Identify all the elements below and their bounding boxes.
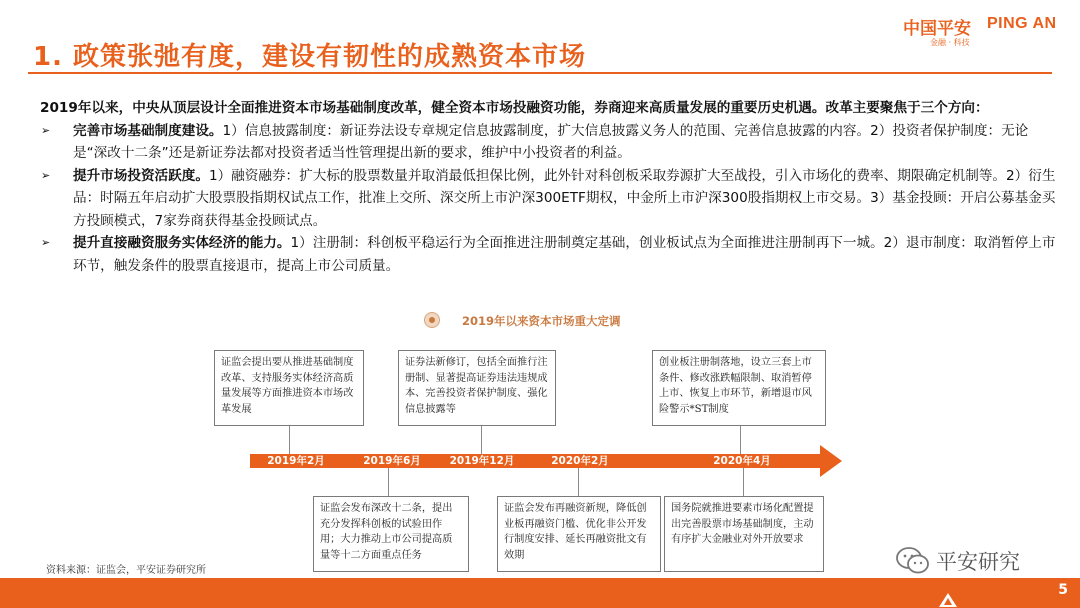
source-note: 资料来源：证监会，平安证券研究所 (46, 565, 206, 576)
timeline-event-box: 国务院就推进要素市场化配置提出完善股票市场基础制度，主动有序扩大金融业对外开放要求 (664, 496, 824, 572)
timeline-event-box: 证监会发布再融资新规，降低创业板再融资门槛、优化非公开发行制度安排、延长再融资批文有效期 (497, 496, 661, 572)
logo-chinese-text: 中国平安 (903, 19, 971, 39)
timeline-date: 2020年2月 (551, 455, 609, 467)
timeline-connector (388, 468, 389, 496)
timeline-event-box: 证监会提出要从推进基础制度改革、支持服务实体经济高质量发展等方面推进资本市场改革发展 (214, 350, 364, 426)
company-logo (893, 14, 1073, 54)
watermark-text: 平安研究 (936, 550, 1020, 574)
bullet-item (40, 165, 1060, 233)
timeline-event-box: 创业板注册制落地，设立三套上市条件、修改涨跌幅限制、取消暂停上市、恢复上市环节，新增退市风险警示*ST制度 (652, 350, 826, 426)
wechat-watermark (896, 544, 1046, 580)
bullet-item (40, 232, 1060, 277)
logo-english-text: PING AN (987, 15, 1057, 32)
bullet-body: 1）融资融券：扩大标的股票数量并取消最低担保比例，此外针对科创板采取券源扩大至战投，引入市场化的费率、期限确定机制等。2）衍生品：时隔五年启动扩大股票股指期权试点工作，批准上交所、深交所上市沪深300ETF期权，中金所上市沪深300股指期权上市交易。3）基金投顾：开启公募基金买方投顾模式，7家券商获得基金投顾试点。 (73, 167, 1056, 229)
page-title: 1. 政策张弛有度，建设有韧性的成熟资本市场 (33, 42, 587, 72)
wechat-icon (896, 546, 930, 576)
bullet-heading: 完善市场基础制度建设。 (73, 122, 223, 139)
intro-paragraph: 2019年以来，中央从顶层设计全面推进资本市场基础制度改革，健全资本市场投融资功能，券商迎来高质量发展的重要历史机遇。改革主要聚焦于三个方向： (40, 100, 989, 116)
footer-logo-icon (938, 592, 958, 608)
timeline-connector (740, 426, 741, 454)
bullet-heading: 提升直接融资服务实体经济的能力。 (73, 235, 291, 251)
bullet-item (40, 120, 1060, 165)
logo-tagline: 金融 · 科技 (930, 38, 970, 47)
timeline-connector (481, 426, 482, 454)
timeline-event-box: 证监会发布深改十二条，提出充分发挥科创板的试验田作用；大力推动上市公司提高质量等十二方面重点任务 (313, 496, 469, 572)
bullet-heading: 提升市场投资活跃度。 (73, 167, 209, 184)
timeline-arrowhead-icon (820, 445, 842, 477)
summary-text (40, 97, 1060, 277)
timeline-connector (743, 468, 744, 496)
arrow-bullet-icon: ➢ (41, 236, 51, 249)
page-number: 5 (1058, 582, 1068, 598)
timeline-connector (289, 426, 290, 454)
timeline-date: 2019年2月 (267, 455, 325, 467)
footer-bar (0, 578, 1080, 608)
timeline-date: 2019年12月 (449, 455, 515, 467)
arrow-bullet-icon: ➢ (41, 123, 51, 137)
timeline-event-box: 证券法新修订，包括全面推行注册制、显著提高证券违法违规成本、完善投资者保护制度、强化信息披露等 (398, 350, 556, 426)
timeline-date: 2019年6月 (363, 455, 421, 467)
timeline-connector (578, 468, 579, 496)
bullet-body: 1）注册制：科创板平稳运行为全面推进注册制奠定基础，创业板试点为全面推进注册制再下一城。2）退市制度：取消暂停上市环节，触发条件的股票直接退市，提高上市公司质量。 (73, 235, 1056, 274)
timeline-date: 2020年4月 (713, 455, 771, 467)
bullet-body: 1）信息披露制度：新证券法设专章规定信息披露制度，扩大信息披露义务人的范围、完善信息披露的内容。2）投资者保护制度：无论是“深改十二条”还是新证券法都对投资者适当性管理提出新的要求，维护中小投资者的利益。 (73, 122, 1029, 161)
arrow-bullet-icon: ➢ (41, 168, 51, 182)
timeline-title: 2019年以来资本市场重大定调 (462, 314, 621, 328)
timeline-title-icon (424, 312, 440, 328)
title-divider (28, 72, 1052, 74)
